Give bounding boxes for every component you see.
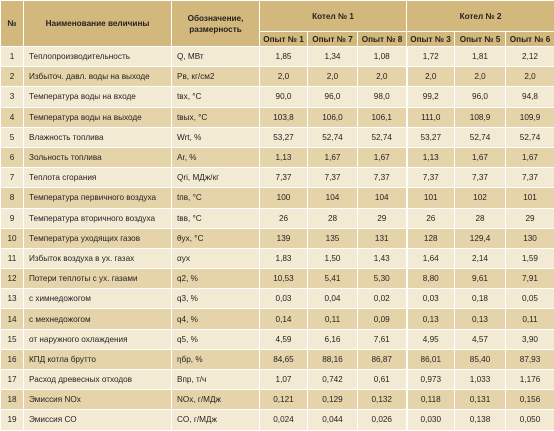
table-row: [1, 248, 554, 268]
value-cell: 86,87: [358, 349, 407, 369]
value-cell: 5,30: [358, 269, 407, 289]
value-cell: 1,83: [260, 248, 308, 268]
symbol-unit: Ar, %: [172, 147, 260, 167]
value-cell: 108,9: [455, 107, 506, 127]
value-cell: 8,80: [407, 269, 455, 289]
header-test: Опыт № 3: [407, 32, 455, 47]
value-cell: 0,04: [308, 289, 358, 309]
value-cell: 0,03: [407, 289, 455, 309]
quantity-name: от наружного охлаждения: [24, 329, 172, 349]
value-cell: 0,156: [506, 390, 554, 410]
table-row: [1, 208, 554, 228]
symbol-unit: tвв, °С: [172, 208, 260, 228]
table-row: [1, 107, 554, 127]
value-cell: 1,43: [358, 248, 407, 268]
value-cell: 53,27: [260, 127, 308, 147]
table-row: [1, 390, 554, 410]
table-row: [1, 127, 554, 147]
table-row: [1, 349, 554, 369]
value-cell: 0,132: [358, 390, 407, 410]
value-cell: 7,37: [407, 168, 455, 188]
value-cell: 1,72: [407, 47, 455, 67]
symbol-unit: q3, %: [172, 289, 260, 309]
quantity-name: Температура воды на входе: [24, 87, 172, 107]
value-cell: 1,59: [506, 248, 554, 268]
quantity-name: с химнедожогом: [24, 289, 172, 309]
value-cell: 0,044: [308, 410, 358, 430]
row-number: 5: [1, 127, 24, 147]
table-row: [1, 67, 554, 87]
header-boiler-1: Котел № 1: [260, 1, 407, 32]
value-cell: 0,024: [260, 410, 308, 430]
header-test: Опыт № 5: [455, 32, 506, 47]
value-cell: 53,27: [407, 127, 455, 147]
table-row: [1, 47, 554, 67]
quantity-name: КПД котла брутто: [24, 349, 172, 369]
row-number: 9: [1, 208, 24, 228]
value-cell: 0,050: [506, 410, 554, 430]
value-cell: 131: [358, 228, 407, 248]
value-cell: 7,37: [260, 168, 308, 188]
value-cell: 28: [455, 208, 506, 228]
table-row: [1, 168, 554, 188]
value-cell: 1,13: [260, 147, 308, 167]
value-cell: 96,0: [308, 87, 358, 107]
value-cell: 0,026: [358, 410, 407, 430]
symbol-unit: q2, %: [172, 269, 260, 289]
value-cell: 7,37: [506, 168, 554, 188]
row-number: 13: [1, 289, 24, 309]
value-cell: 0,118: [407, 390, 455, 410]
value-cell: 2,12: [506, 47, 554, 67]
value-cell: 52,74: [308, 127, 358, 147]
value-cell: 1,08: [358, 47, 407, 67]
value-cell: 5,41: [308, 269, 358, 289]
quantity-name: Температура первичного воздуха: [24, 188, 172, 208]
value-cell: 100: [260, 188, 308, 208]
value-cell: 104: [308, 188, 358, 208]
value-cell: 0,61: [358, 370, 407, 390]
value-cell: 0,03: [260, 289, 308, 309]
table-row: [1, 309, 554, 329]
header-test: Опыт № 8: [358, 32, 407, 47]
row-number: 7: [1, 168, 24, 188]
quantity-name: Расход древесных отходов: [24, 370, 172, 390]
value-cell: 2,0: [358, 67, 407, 87]
value-cell: 1,67: [506, 147, 554, 167]
row-number: 17: [1, 370, 24, 390]
row-number: 14: [1, 309, 24, 329]
row-number: 19: [1, 410, 24, 430]
value-cell: 1,176: [506, 370, 554, 390]
symbol-unit: tвых, °С: [172, 107, 260, 127]
row-number: 4: [1, 107, 24, 127]
quantity-name: Температура воды на выходе: [24, 107, 172, 127]
row-number: 18: [1, 390, 24, 410]
symbol-unit: Q, МВт: [172, 47, 260, 67]
value-cell: 4,95: [407, 329, 455, 349]
row-number: 16: [1, 349, 24, 369]
value-cell: 0,131: [455, 390, 506, 410]
symbol-unit: CO, г/МДж: [172, 410, 260, 430]
quantity-name: Эмиссия NOx: [24, 390, 172, 410]
symbol-unit: αух: [172, 248, 260, 268]
symbol-unit: tпв, °С: [172, 188, 260, 208]
quantity-name: с мехнедожогом: [24, 309, 172, 329]
table-row: [1, 370, 554, 390]
value-cell: 28: [308, 208, 358, 228]
value-cell: 1,07: [260, 370, 308, 390]
value-cell: 1,13: [407, 147, 455, 167]
quantity-name: Избыточ. давл. воды на выходе: [24, 67, 172, 87]
row-number: 11: [1, 248, 24, 268]
row-number: 10: [1, 228, 24, 248]
quantity-name: Теплота сгорания: [24, 168, 172, 188]
value-cell: 0,138: [455, 410, 506, 430]
value-cell: 7,37: [308, 168, 358, 188]
value-cell: 2,14: [455, 248, 506, 268]
value-cell: 106,1: [358, 107, 407, 127]
value-cell: 9,61: [455, 269, 506, 289]
value-cell: 99,2: [407, 87, 455, 107]
value-cell: 1,67: [358, 147, 407, 167]
row-number: 6: [1, 147, 24, 167]
value-cell: 7,61: [358, 329, 407, 349]
row-number: 8: [1, 188, 24, 208]
value-cell: 1,85: [260, 47, 308, 67]
value-cell: 2,0: [407, 67, 455, 87]
value-cell: 135: [308, 228, 358, 248]
table-row: [1, 410, 554, 430]
row-number: 15: [1, 329, 24, 349]
value-cell: 1,64: [407, 248, 455, 268]
table-row: [1, 87, 554, 107]
row-number: 12: [1, 269, 24, 289]
value-cell: 0,13: [407, 309, 455, 329]
value-cell: 103,8: [260, 107, 308, 127]
value-cell: 10,53: [260, 269, 308, 289]
table-row: [1, 228, 554, 248]
value-cell: 88,16: [308, 349, 358, 369]
row-number: 3: [1, 87, 24, 107]
quantity-name: Температура уходящих газов: [24, 228, 172, 248]
value-cell: 96,0: [455, 87, 506, 107]
value-cell: 0,973: [407, 370, 455, 390]
value-cell: 94,8: [506, 87, 554, 107]
symbol-unit: Pв, кг/см2: [172, 67, 260, 87]
value-cell: 1,67: [308, 147, 358, 167]
value-cell: 111,0: [407, 107, 455, 127]
quantity-name: Зольность топлива: [24, 147, 172, 167]
value-cell: 102: [455, 188, 506, 208]
value-cell: 52,74: [455, 127, 506, 147]
header-boiler-2: Котел № 2: [407, 1, 554, 32]
value-cell: 128: [407, 228, 455, 248]
quantity-name: Потери теплоты с ух. газами: [24, 269, 172, 289]
symbol-unit: θух, °С: [172, 228, 260, 248]
value-cell: 1,34: [308, 47, 358, 67]
value-cell: 84,65: [260, 349, 308, 369]
value-cell: 0,18: [455, 289, 506, 309]
value-cell: 29: [506, 208, 554, 228]
value-cell: 0,121: [260, 390, 308, 410]
header-number: №: [1, 1, 24, 47]
header-test: Опыт № 6: [506, 32, 554, 47]
row-number: 2: [1, 67, 24, 87]
value-cell: 101: [407, 188, 455, 208]
value-cell: 2,0: [455, 67, 506, 87]
value-cell: 3,90: [506, 329, 554, 349]
symbol-unit: q5, %: [172, 329, 260, 349]
table-row: [1, 289, 554, 309]
value-cell: 7,91: [506, 269, 554, 289]
value-cell: 7,37: [358, 168, 407, 188]
quantity-name: Теплопроизводительность: [24, 47, 172, 67]
table-row: [1, 147, 554, 167]
quantity-name: Влажность топлива: [24, 127, 172, 147]
value-cell: 106,0: [308, 107, 358, 127]
value-cell: 0,030: [407, 410, 455, 430]
value-cell: 0,129: [308, 390, 358, 410]
value-cell: 1,81: [455, 47, 506, 67]
header-test: Опыт № 7: [308, 32, 358, 47]
value-cell: 109,9: [506, 107, 554, 127]
value-cell: 130: [506, 228, 554, 248]
symbol-unit: Wrt, %: [172, 127, 260, 147]
value-cell: 0,13: [455, 309, 506, 329]
value-cell: 52,74: [506, 127, 554, 147]
value-cell: 7,37: [455, 168, 506, 188]
value-cell: 101: [506, 188, 554, 208]
value-cell: 2,0: [260, 67, 308, 87]
symbol-unit: q4, %: [172, 309, 260, 329]
value-cell: 4,57: [455, 329, 506, 349]
symbol-unit: tвх, °С: [172, 87, 260, 107]
table-row: [1, 269, 554, 289]
symbol-unit: ηбр, %: [172, 349, 260, 369]
value-cell: 0,11: [506, 309, 554, 329]
value-cell: 4,59: [260, 329, 308, 349]
value-cell: 2,0: [308, 67, 358, 87]
value-cell: 26: [260, 208, 308, 228]
value-cell: 0,14: [260, 309, 308, 329]
value-cell: 2,0: [506, 67, 554, 87]
value-cell: 129,4: [455, 228, 506, 248]
row-number: 1: [1, 47, 24, 67]
value-cell: 90,0: [260, 87, 308, 107]
symbol-unit: Qri, МДж/кг: [172, 168, 260, 188]
header-quantity-name: Наименование величины: [24, 1, 172, 47]
value-cell: 87,93: [506, 349, 554, 369]
table-row: [1, 188, 554, 208]
value-cell: 26: [407, 208, 455, 228]
value-cell: 1,033: [455, 370, 506, 390]
value-cell: 0,11: [308, 309, 358, 329]
quantity-name: Эмиссия СО: [24, 410, 172, 430]
value-cell: 0,02: [358, 289, 407, 309]
value-cell: 98,0: [358, 87, 407, 107]
table-row: [1, 329, 554, 349]
value-cell: 86,01: [407, 349, 455, 369]
value-cell: 85,40: [455, 349, 506, 369]
value-cell: 0,742: [308, 370, 358, 390]
symbol-unit: NOx, г/МДж: [172, 390, 260, 410]
value-cell: 29: [358, 208, 407, 228]
header-test: Опыт № 1: [260, 32, 308, 47]
value-cell: 0,09: [358, 309, 407, 329]
value-cell: 1,50: [308, 248, 358, 268]
quantity-name: Избыток воздуха в ух. газах: [24, 248, 172, 268]
value-cell: 6,16: [308, 329, 358, 349]
quantity-name: Температура вторичного воздуха: [24, 208, 172, 228]
value-cell: 139: [260, 228, 308, 248]
value-cell: 52,74: [358, 127, 407, 147]
value-cell: 104: [358, 188, 407, 208]
symbol-unit: Впр, т/ч: [172, 370, 260, 390]
value-cell: 1,67: [455, 147, 506, 167]
header-symbol-unit: Обозначение, размерность: [172, 1, 260, 47]
value-cell: 0,05: [506, 289, 554, 309]
